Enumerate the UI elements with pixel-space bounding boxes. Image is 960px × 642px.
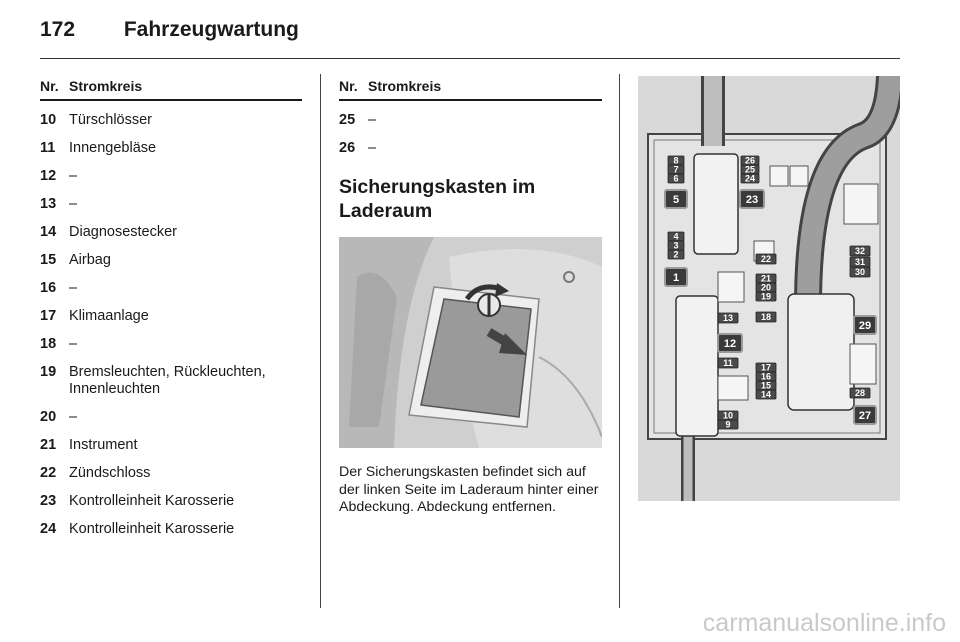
fuse-number-label: 26 xyxy=(744,155,756,166)
fuse-label xyxy=(718,420,738,430)
page-number: 172 xyxy=(40,18,76,41)
fuse-number: 13 xyxy=(40,196,57,212)
fuse-label xyxy=(718,313,738,323)
header-rule xyxy=(40,58,900,59)
fuse-number: 15 xyxy=(40,252,57,268)
fuse-number-label: 13 xyxy=(722,313,734,323)
fuse-label xyxy=(854,406,876,424)
circuit-name: Türschlösser xyxy=(69,112,152,128)
fuse-number-label: 24 xyxy=(744,173,756,184)
table-row xyxy=(40,465,302,482)
fuse-number: 26 xyxy=(339,140,356,156)
column-header-nr: Nr. xyxy=(339,78,358,94)
table-header xyxy=(40,78,302,101)
cargo-area-illustration xyxy=(339,237,602,448)
fuse-number-label: 16 xyxy=(760,371,772,382)
fuse-label xyxy=(756,292,776,302)
fuse-label xyxy=(740,190,764,208)
table-row xyxy=(339,112,602,129)
circuit-name: – xyxy=(69,409,78,425)
table-row xyxy=(339,140,602,157)
fuse-number: 20 xyxy=(40,409,57,425)
fuse-number-label: 31 xyxy=(854,257,866,267)
circuit-name: Bremsleuchten, Rückleuchten, Innenleuchten xyxy=(69,364,266,397)
fuse-number: 22 xyxy=(40,465,57,481)
table-row xyxy=(40,521,302,538)
fuse-number-label: 28 xyxy=(854,388,866,398)
table-header xyxy=(339,78,602,101)
fuse-table-right xyxy=(339,78,602,517)
fuse-number: 16 xyxy=(40,280,57,296)
fuse-number-label: 2 xyxy=(673,249,679,260)
fuse-number-label: 30 xyxy=(854,267,866,277)
fuse-number: 23 xyxy=(40,493,57,509)
circuit-name: – xyxy=(69,168,78,184)
circuit-name: Zündschloss xyxy=(69,465,151,481)
fuse-number-label: 17 xyxy=(760,362,772,373)
fuse-number: 11 xyxy=(40,140,56,156)
circuit-name: Instrument xyxy=(69,437,138,453)
fuse-number: 21 xyxy=(40,437,57,453)
fuse-number-label: 32 xyxy=(854,246,866,256)
table-row xyxy=(40,493,302,510)
fuse-box-svg xyxy=(638,76,900,501)
fuse-number-label: 22 xyxy=(760,254,772,264)
fuse-number-label: 27 xyxy=(858,410,872,422)
page-header xyxy=(40,18,299,42)
table-row xyxy=(40,112,302,129)
fuse-number: 19 xyxy=(40,364,57,380)
column-divider xyxy=(619,74,620,608)
fuse-number: 10 xyxy=(40,112,57,128)
fuse-number: 18 xyxy=(40,336,57,352)
circuit-name: – xyxy=(69,196,78,212)
fuse-number: 24 xyxy=(40,521,57,537)
fuse-number-label: 18 xyxy=(760,312,772,322)
fuse-number: 14 xyxy=(40,224,57,240)
fuse-number-label: 23 xyxy=(745,194,759,206)
circuit-name: Airbag xyxy=(69,252,111,268)
fuse-number-label: 15 xyxy=(760,380,772,391)
circuit-name: Kontrolleinheit Karosserie xyxy=(69,521,235,537)
circuit-name: – xyxy=(368,112,377,128)
fuse-number-label: 3 xyxy=(673,240,679,251)
column-header-circuit: Stromkreis xyxy=(69,78,143,94)
table-row xyxy=(40,252,302,269)
table-row xyxy=(40,280,302,297)
fuse-label xyxy=(668,174,684,184)
fuse-number-label: 14 xyxy=(760,389,772,400)
fuse-number: 17 xyxy=(40,308,57,324)
fuse-number-label: 19 xyxy=(760,291,772,302)
fuse-number: 12 xyxy=(40,168,57,184)
fuse-cover-illustration xyxy=(339,237,602,448)
fuse-label xyxy=(850,246,870,256)
fuse-label xyxy=(756,254,776,264)
fuse-label xyxy=(756,390,776,400)
table-row xyxy=(40,409,302,426)
table-row xyxy=(40,140,302,157)
column-divider xyxy=(320,74,321,608)
table-row xyxy=(40,168,302,185)
table-row xyxy=(40,364,302,398)
page-title: Fahrzeugwartung xyxy=(123,18,299,41)
fuse-label xyxy=(718,334,742,352)
fuse-number-label: 5 xyxy=(672,194,680,206)
table-row xyxy=(40,224,302,241)
fuse-label xyxy=(718,358,738,368)
fuse-number-label: 6 xyxy=(673,173,679,184)
fuse-number-label: 10 xyxy=(722,410,734,421)
circuit-name: Kontrolleinheit Karosserie xyxy=(69,493,235,509)
fuse-label xyxy=(741,174,759,184)
table-row xyxy=(40,308,302,325)
column-header-nr: Nr. xyxy=(40,78,59,94)
fuse-number-label: 21 xyxy=(760,273,772,284)
fuse-number-label: 20 xyxy=(760,282,772,293)
fuse-label xyxy=(665,190,687,208)
circuit-name: Klimaanlage xyxy=(69,308,149,324)
fuse-number-label: 29 xyxy=(858,320,872,332)
fuse-number-label: 12 xyxy=(723,338,737,350)
table-row xyxy=(40,196,302,213)
fuse-number: 25 xyxy=(339,112,356,128)
fuse-number-label: 7 xyxy=(673,164,679,175)
fuse-number-label: 4 xyxy=(673,231,679,242)
fuse-box-diagram xyxy=(638,76,900,501)
table-row xyxy=(40,437,302,454)
circuit-name: – xyxy=(69,336,78,352)
fuse-label xyxy=(850,257,870,267)
fuse-number-label: 25 xyxy=(744,164,756,175)
section-paragraph: Der Sicherungskasten befindet sich auf der linken Seite im Laderaum hinter einer Abdeckung. Abdeckung entfernen. xyxy=(339,464,599,515)
fuse-label xyxy=(668,250,684,260)
fuse-label xyxy=(850,267,870,277)
circuit-name: Diagnosestecker xyxy=(69,224,177,240)
circuit-name: Innengebläse xyxy=(69,140,157,156)
fuse-number-label: 1 xyxy=(672,272,680,284)
fuse-number-label: 11 xyxy=(723,358,733,368)
fuse-label xyxy=(854,316,876,334)
footer-watermark: carmanualsonline.info xyxy=(702,609,946,637)
fuse-table-left xyxy=(40,78,302,538)
section-title: Sicherungskasten im Laderaum xyxy=(339,176,536,222)
fuse-label xyxy=(665,268,687,286)
column-header-circuit: Stromkreis xyxy=(368,78,442,94)
fuse-number-label: 9 xyxy=(725,419,731,430)
table-row xyxy=(40,336,302,353)
circuit-name: – xyxy=(368,140,377,156)
fuse-label xyxy=(756,312,776,322)
fuse-number-label: 8 xyxy=(673,155,679,166)
fuse-label xyxy=(850,388,870,398)
circuit-name: – xyxy=(69,280,78,296)
